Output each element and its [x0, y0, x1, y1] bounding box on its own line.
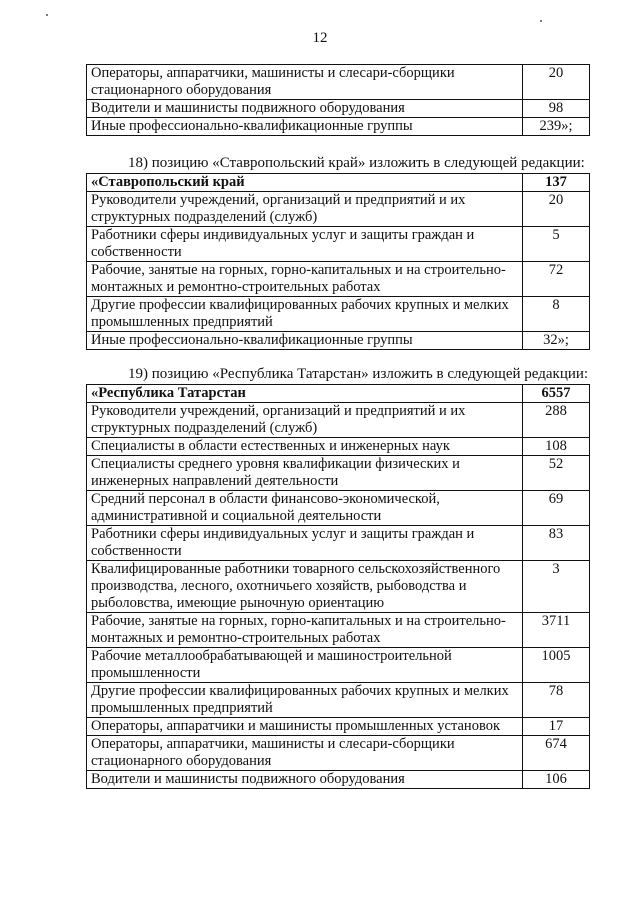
occupation-group-label: Рабочие, занятые на горных, горно-капитальных и на строительно-монтажных и ремонтно-строительных работах	[87, 262, 523, 297]
table-row	[87, 403, 590, 438]
occupation-group-value: 8	[523, 297, 590, 332]
table-row	[87, 192, 590, 227]
occupation-group-label: Специалисты в области естественных и инженерных наук	[87, 438, 523, 456]
occupation-group-value: 3711	[523, 613, 590, 648]
occupation-group-label: Операторы, аппаратчики, машинисты и слесари-сборщики стационарного оборудования	[87, 65, 523, 100]
occupation-group-value: 106	[523, 771, 590, 789]
table-row	[87, 491, 590, 526]
occupation-group-value: 20	[523, 65, 590, 100]
occupation-group-label: Другие профессии квалифицированных рабочих крупных и мелких промышленных предприятий	[87, 297, 523, 332]
occupation-group-label: Специалисты среднего уровня квалификации физических и инженерных направлений деятельности	[87, 456, 523, 491]
page-number: 12	[312, 30, 328, 46]
table-tatarstan	[86, 384, 590, 789]
table-row	[87, 332, 590, 350]
table-row	[87, 648, 590, 683]
table-row	[87, 65, 590, 100]
occupation-group-value: 69	[523, 491, 590, 526]
occupation-group-value: 52	[523, 456, 590, 491]
table-header-row	[87, 174, 590, 192]
occupation-group-label: Квалифицированные работники товарного сельскохозяйственного производства, лесного, охотничьего хозяйств, рыбоводства и рыболовства, имеющие рыночную ориентацию	[87, 561, 523, 613]
occupation-group-value: 108	[523, 438, 590, 456]
occupation-group-value: 239»;	[523, 118, 590, 136]
occupation-group-value: 3	[523, 561, 590, 613]
table-row	[87, 561, 590, 613]
occupation-group-value: 1005	[523, 648, 590, 683]
occupation-group-value: 674	[523, 736, 590, 771]
table-row	[87, 718, 590, 736]
occupation-group-value: 20	[523, 192, 590, 227]
table-stavropol	[86, 173, 590, 350]
table-row	[87, 100, 590, 118]
region-name: «Республика Татарстан	[87, 385, 523, 403]
occupation-group-value: 98	[523, 100, 590, 118]
table-row	[87, 118, 590, 136]
occupation-group-label: Руководители учреждений, организаций и предприятий и их структурных подразделений (служб)	[87, 192, 523, 227]
occupation-group-value: 72	[523, 262, 590, 297]
table-row	[87, 613, 590, 648]
occupation-group-label: Руководители учреждений, организаций и предприятий и их структурных подразделений (служб)	[87, 403, 523, 438]
region-total: 6557	[523, 385, 590, 403]
occupation-group-value: 83	[523, 526, 590, 561]
occupation-group-label: Средний персонал в области финансово-экономической, административной и социальной деятельности	[87, 491, 523, 526]
occupation-group-label: Операторы, аппаратчики, машинисты и слесари-сборщики стационарного оборудования	[87, 736, 523, 771]
region-name: «Ставропольский край	[87, 174, 523, 192]
table-continuation	[86, 64, 590, 136]
occupation-group-label: Работники сферы индивидуальных услуг и защиты граждан и собственности	[87, 227, 523, 262]
scan-speck	[46, 14, 48, 16]
table-row	[87, 526, 590, 561]
occupation-group-value: 17	[523, 718, 590, 736]
occupation-group-label: Другие профессии квалифицированных рабочих крупных и мелких промышленных предприятий	[87, 683, 523, 718]
instruction-19: 19) позицию «Республика Татарстан» изложить в следующей редакции:	[128, 366, 589, 382]
table-row	[87, 456, 590, 491]
table-row	[87, 297, 590, 332]
occupation-group-value: 5	[523, 227, 590, 262]
table-row	[87, 683, 590, 718]
occupation-group-label: Операторы, аппаратчики и машинисты промышленных установок	[87, 718, 523, 736]
occupation-group-label: Рабочие, занятые на горных, горно-капитальных и на строительно-монтажных и ремонтно-строительных работах	[87, 613, 523, 648]
occupation-group-label: Иные профессионально-квалификационные группы	[87, 332, 523, 350]
occupation-group-label: Иные профессионально-квалификационные группы	[87, 118, 523, 136]
occupation-group-label: Водители и машинисты подвижного оборудования	[87, 771, 523, 789]
occupation-group-label: Работники сферы индивидуальных услуг и защиты граждан и собственности	[87, 526, 523, 561]
occupation-group-value: 288	[523, 403, 590, 438]
table-row	[87, 736, 590, 771]
table-row	[87, 262, 590, 297]
table-row	[87, 438, 590, 456]
table-row	[87, 227, 590, 262]
region-total: 137	[523, 174, 590, 192]
occupation-group-value: 78	[523, 683, 590, 718]
table-header-row	[87, 385, 590, 403]
table-row	[87, 771, 590, 789]
instruction-18: 18) позицию «Ставропольский край» изложить в следующей редакции:	[128, 155, 585, 171]
occupation-group-value: 32»;	[523, 332, 590, 350]
scan-speck	[540, 20, 542, 22]
occupation-group-label: Водители и машинисты подвижного оборудования	[87, 100, 523, 118]
occupation-group-label: Рабочие металлообрабатывающей и машиностроительной промышленности	[87, 648, 523, 683]
